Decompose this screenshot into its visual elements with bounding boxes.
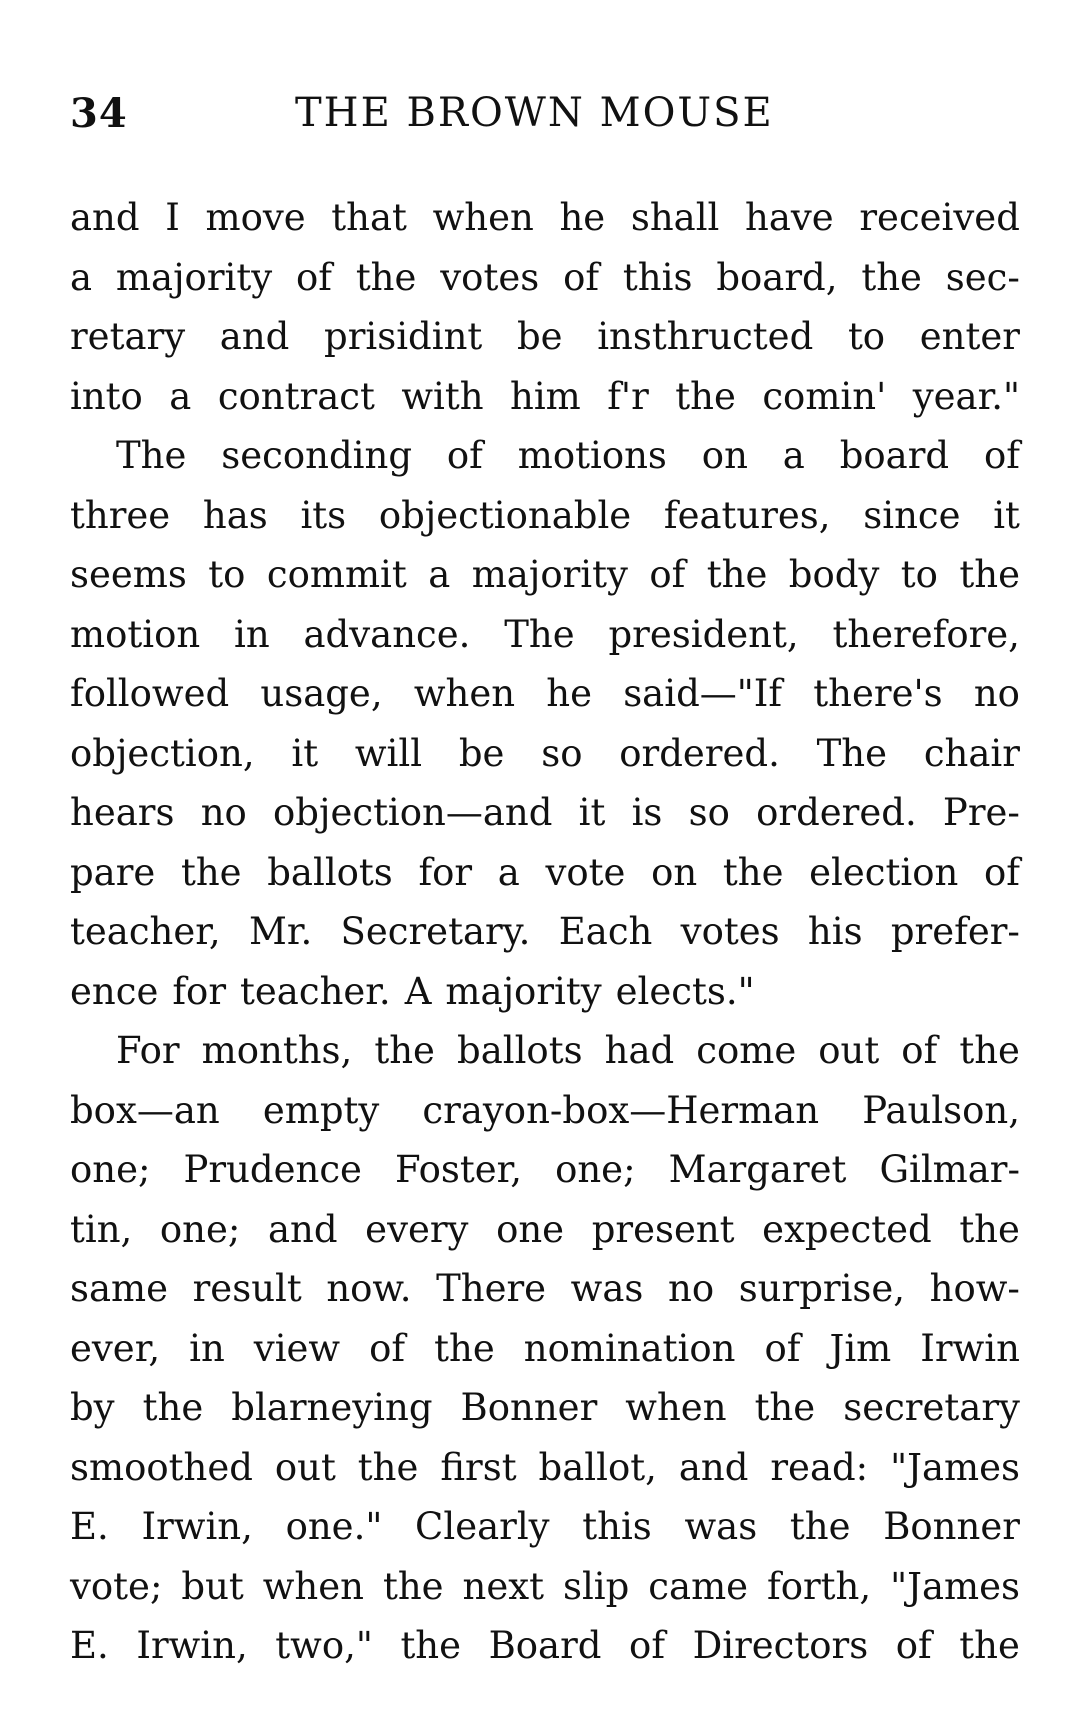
word: expected	[762, 1207, 932, 1251]
word: votes	[680, 910, 780, 953]
word: I	[165, 196, 180, 239]
word: is	[631, 791, 663, 834]
word: of	[983, 850, 1020, 894]
word: E.	[70, 1624, 109, 1667]
word: Jim	[829, 1326, 892, 1370]
word: the	[706, 553, 768, 596]
word: three	[70, 493, 171, 537]
text-line	[70, 1200, 1020, 1260]
text-line	[70, 248, 1020, 308]
word: The	[504, 612, 575, 656]
word: the	[180, 850, 242, 894]
word: into	[70, 374, 143, 418]
word: usage,	[260, 672, 383, 715]
word: the	[959, 553, 1020, 596]
word: for	[172, 969, 227, 1013]
word: followed	[70, 672, 230, 715]
word: the	[382, 1564, 444, 1608]
text-line	[70, 307, 1020, 367]
word: body	[788, 553, 880, 596]
word: of	[369, 1326, 406, 1370]
word: said—"If	[623, 672, 783, 715]
word: the	[374, 1029, 435, 1072]
word: advance.	[303, 612, 471, 656]
word: Clearly	[415, 1505, 550, 1548]
text-line	[70, 1616, 1020, 1676]
text-line	[70, 783, 1020, 843]
word: by	[70, 1386, 115, 1429]
word: Directors	[692, 1624, 869, 1667]
word: The	[116, 434, 187, 477]
word: same	[70, 1267, 169, 1310]
text-line	[70, 426, 1020, 486]
word: prisidint	[324, 315, 483, 358]
word: his	[807, 910, 863, 953]
text-line	[70, 1378, 1020, 1438]
word: on	[651, 850, 698, 894]
word: pare	[70, 850, 156, 894]
word: be	[458, 731, 505, 775]
word: he	[546, 672, 592, 715]
word: to	[900, 553, 938, 596]
word: retary	[70, 315, 186, 358]
word: come	[696, 1029, 797, 1072]
word: the	[357, 1445, 419, 1489]
word: objectionable	[378, 493, 632, 537]
word: has	[202, 493, 268, 537]
word: a	[782, 434, 805, 477]
word: the	[400, 1624, 462, 1667]
word: f'r	[607, 374, 649, 418]
word: prefer-	[890, 910, 1020, 953]
word: chair	[923, 731, 1020, 775]
word: present	[591, 1207, 735, 1251]
word: president,	[608, 612, 799, 656]
word: Bonner	[460, 1386, 598, 1429]
word: ence	[70, 969, 159, 1013]
word: blarneying	[231, 1386, 433, 1429]
word: in	[189, 1326, 225, 1370]
word: of	[895, 1624, 932, 1667]
running-title: THE BROWN MOUSE	[295, 90, 774, 136]
word: features,	[663, 493, 831, 537]
word: nomination	[523, 1326, 736, 1370]
word: its	[300, 493, 347, 537]
word: majority	[471, 553, 628, 596]
word: tin,	[70, 1207, 133, 1251]
word: no	[973, 672, 1020, 715]
text-line	[70, 605, 1020, 665]
word: and	[267, 1207, 338, 1251]
word: motions	[517, 434, 667, 477]
word: the	[754, 1386, 816, 1429]
word: out	[274, 1445, 336, 1489]
word: no	[200, 791, 247, 834]
word: result	[192, 1267, 302, 1310]
word: and	[678, 1445, 749, 1489]
word: insthructed	[597, 315, 814, 358]
word: the	[434, 1326, 495, 1370]
text-line	[70, 962, 1020, 1022]
word: was	[684, 1505, 758, 1548]
word: ballots	[267, 850, 393, 894]
word: board,	[716, 255, 838, 299]
word: the	[959, 1207, 1020, 1251]
word: received	[859, 196, 1020, 239]
word: the	[861, 255, 922, 299]
word: but	[181, 1564, 244, 1608]
word: ordered.	[756, 791, 917, 834]
word: the	[959, 1029, 1020, 1072]
word: enter	[919, 315, 1020, 358]
word: motion	[70, 612, 201, 656]
word: Gilmar-	[879, 1148, 1020, 1191]
word: the	[722, 850, 784, 894]
page-header	[70, 78, 1020, 138]
word: came	[648, 1564, 749, 1608]
word: "James	[890, 1445, 1020, 1489]
word: of	[629, 1624, 666, 1667]
word: of	[764, 1326, 801, 1370]
word: objection,	[70, 731, 255, 775]
word: he	[559, 196, 606, 239]
word: Irwin,	[141, 1505, 253, 1548]
word: secretary	[843, 1386, 1020, 1429]
word: vote	[545, 850, 626, 894]
word: to	[208, 553, 246, 596]
word: when	[625, 1386, 727, 1429]
word: was	[570, 1267, 644, 1310]
word: the	[789, 1505, 851, 1548]
word: next	[462, 1564, 544, 1608]
word: so	[688, 791, 730, 834]
word: for	[418, 850, 473, 894]
word: be	[516, 315, 563, 358]
word: E.	[70, 1505, 109, 1548]
text-line	[70, 1557, 1020, 1617]
word: the	[675, 374, 736, 418]
word: to	[847, 315, 886, 358]
word: the	[355, 255, 417, 299]
word: one	[496, 1207, 565, 1251]
word: had	[604, 1029, 675, 1072]
word: Mr.	[248, 910, 313, 953]
word: of	[901, 1029, 938, 1072]
word: two,"	[275, 1624, 373, 1667]
body-text	[70, 188, 1020, 1676]
text-line	[70, 545, 1020, 605]
word: teacher,	[70, 910, 221, 953]
word: this	[582, 1505, 652, 1548]
word: a	[428, 553, 451, 596]
word: majority	[115, 255, 273, 299]
text-line	[70, 1319, 1020, 1379]
word: For	[116, 1029, 180, 1072]
word: one."	[285, 1505, 383, 1548]
text-line	[70, 724, 1020, 784]
word: seems	[70, 553, 187, 596]
word: There	[436, 1267, 547, 1310]
text-line	[70, 486, 1020, 546]
word: crayon-box—Herman	[422, 1088, 820, 1132]
word: sec-	[945, 255, 1020, 299]
word: ever,	[70, 1326, 161, 1370]
word: majority	[445, 969, 602, 1013]
word: no	[667, 1267, 715, 1310]
word: out	[818, 1029, 880, 1072]
word: the	[142, 1386, 204, 1429]
word: smoothed	[70, 1445, 253, 1489]
word: every	[365, 1207, 469, 1251]
word: votes	[440, 255, 540, 299]
text-line	[70, 664, 1020, 724]
word: Pre-	[942, 791, 1020, 834]
word: one;	[70, 1148, 151, 1191]
word: ballots	[457, 1029, 583, 1072]
word: that	[331, 196, 407, 239]
word: Foster,	[394, 1148, 523, 1191]
word: commit	[266, 553, 407, 596]
word: of	[446, 434, 483, 477]
word: forth,	[767, 1564, 872, 1608]
word: one;	[555, 1148, 636, 1191]
word: ordered.	[619, 731, 780, 775]
word: view	[253, 1326, 341, 1370]
word: with	[401, 374, 484, 418]
word: months,	[201, 1029, 353, 1072]
word: move	[205, 196, 306, 239]
word: when	[432, 196, 534, 239]
word: objection—and	[273, 791, 553, 834]
word: Paulson,	[862, 1088, 1020, 1132]
text-line	[70, 1140, 1020, 1200]
text-line	[70, 1021, 1020, 1081]
word: the	[959, 1624, 1020, 1667]
word: when	[413, 672, 516, 715]
word: and	[219, 315, 290, 358]
text-line	[70, 1259, 1020, 1319]
word: shall	[630, 196, 720, 239]
text-line	[70, 1438, 1020, 1498]
word: first	[440, 1445, 517, 1489]
text-line	[70, 843, 1020, 903]
word: contract	[217, 374, 375, 418]
text-line	[70, 902, 1020, 962]
word: Bonner	[883, 1505, 1020, 1548]
word: slip	[562, 1564, 630, 1608]
word: one;	[159, 1207, 241, 1251]
word: The	[816, 731, 888, 775]
word: him	[510, 374, 581, 418]
word: year."	[912, 374, 1020, 418]
word: have	[745, 196, 834, 239]
word: a	[169, 374, 192, 418]
word: when	[262, 1564, 364, 1608]
word: of	[295, 255, 332, 299]
word: it	[578, 791, 606, 834]
word: this	[622, 255, 693, 299]
word: and	[70, 196, 140, 239]
word: hears	[70, 791, 175, 834]
text-line	[70, 1081, 1020, 1141]
text-line	[70, 188, 1020, 248]
word: Irwin	[920, 1326, 1020, 1370]
page-number: 34	[70, 90, 128, 137]
word: Secretary.	[340, 910, 531, 953]
word: how-	[929, 1267, 1020, 1310]
word: empty	[262, 1088, 380, 1132]
word: vote;	[70, 1564, 163, 1608]
word: Prudence	[183, 1148, 362, 1191]
word: it	[291, 731, 319, 775]
word: Board	[488, 1624, 602, 1667]
word: therefore,	[832, 612, 1020, 656]
word: Each	[558, 910, 653, 953]
word: box—an	[70, 1088, 220, 1132]
word: will	[354, 731, 423, 775]
text-line	[70, 367, 1020, 427]
word: so	[541, 731, 583, 775]
word: read:	[770, 1445, 869, 1489]
word: Irwin,	[136, 1624, 248, 1667]
word: election	[809, 850, 959, 894]
word: ballot,	[538, 1445, 657, 1489]
word: in	[234, 612, 270, 656]
word: "James	[890, 1564, 1020, 1608]
word: since	[863, 493, 961, 537]
word: comin'	[762, 374, 887, 418]
word: on	[701, 434, 748, 477]
word: a	[497, 850, 520, 894]
word: of	[563, 255, 600, 299]
word: now.	[326, 1267, 412, 1310]
word: surprise,	[738, 1267, 906, 1310]
word: a	[70, 255, 93, 299]
word: of	[984, 434, 1020, 477]
word: Margaret	[668, 1148, 847, 1191]
word: teacher.	[240, 969, 391, 1013]
text-line	[70, 1497, 1020, 1557]
word: A	[404, 969, 432, 1013]
word: seconding	[221, 434, 413, 477]
word: of	[649, 553, 686, 596]
word: it	[993, 493, 1020, 537]
word: board	[839, 434, 950, 477]
word: elects."	[615, 969, 755, 1013]
word: there's	[813, 672, 943, 715]
